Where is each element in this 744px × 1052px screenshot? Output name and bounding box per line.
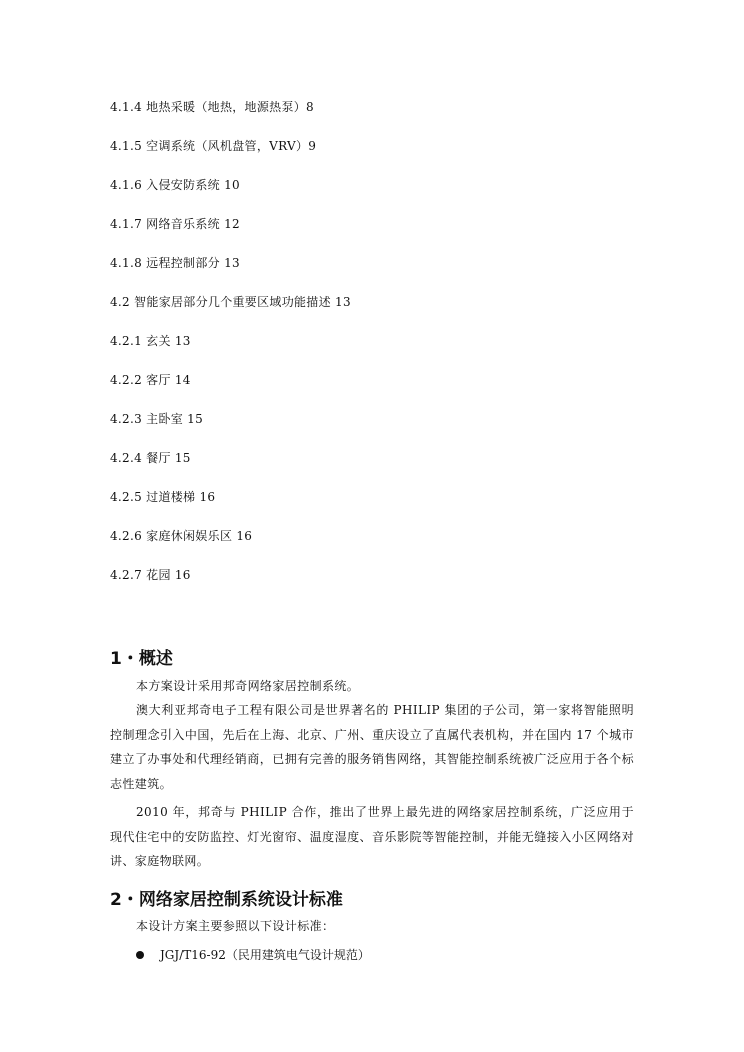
toc-entry[interactable]: 4.2.2 客厅 14 xyxy=(110,373,191,387)
toc-entry[interactable]: 4.1.6 入侵安防系统 10 xyxy=(110,178,240,192)
section-1-paragraph-2: 澳大利亚邦奇电子工程有限公司是世界著名的 PHILIP 集团的子公司，第一家将智能照明控制理念引入中国，先后在上海、北京、广州、重庆设立了直属代表机构，并在国内 17 个城市建立了办事处和代理经销商，已拥有完善的服务销售网络，其智能控制系统被广泛应用于各个标志性建筑。 xyxy=(110,703,634,791)
toc-entry[interactable]: 4.2.6 家庭休闲娱乐区 16 xyxy=(110,529,253,543)
section-1-heading: 1・概述 xyxy=(110,649,173,669)
toc-entry[interactable]: 4.2.5 过道楼梯 16 xyxy=(110,490,216,504)
toc-entry[interactable]: 4.2.7 花园 16 xyxy=(110,568,191,582)
section-2-heading: 2・网络家居控制系统设计标准 xyxy=(110,890,343,910)
bullet-icon xyxy=(136,951,144,959)
toc-entry[interactable]: 4.1.8 远程控制部分 13 xyxy=(110,256,240,270)
standard-text: JGJ/T16-92（民用建筑电气设计规范） xyxy=(160,948,370,962)
toc-entry[interactable]: 4.1.5 空调系统（风机盘管，VRV）9 xyxy=(110,139,317,153)
toc-entry[interactable]: 4.2.4 餐厅 15 xyxy=(110,451,191,465)
toc-entry[interactable]: 4.2 智能家居部分几个重要区域功能描述 13 xyxy=(110,295,351,309)
section-2-intro: 本设计方案主要参照以下设计标准： xyxy=(136,919,335,933)
toc-entry[interactable]: 4.1.4 地热采暖（地热，地源热泵）8 xyxy=(110,100,314,114)
section-1-paragraph-3: 2010 年，邦奇与 PHILIP 合作，推出了世界上最先进的网络家居控制系统，广泛应用于现代住宅中的安防监控、灯光窗帘、温度湿度、音乐影院等智能控制，并能无缝接入小区网络对讲、家庭物联网。 xyxy=(110,805,634,868)
toc-entry[interactable]: 4.2.3 主卧室 15 xyxy=(110,412,204,426)
standards-list-item xyxy=(136,945,370,965)
section-1-paragraph-1: 本方案设计采用邦奇网络家居控制系统。 xyxy=(136,679,360,693)
toc-entry[interactable]: 4.1.7 网络音乐系统 12 xyxy=(110,217,240,231)
table-of-contents xyxy=(110,98,351,605)
toc-entry[interactable]: 4.2.1 玄关 13 xyxy=(110,334,191,348)
